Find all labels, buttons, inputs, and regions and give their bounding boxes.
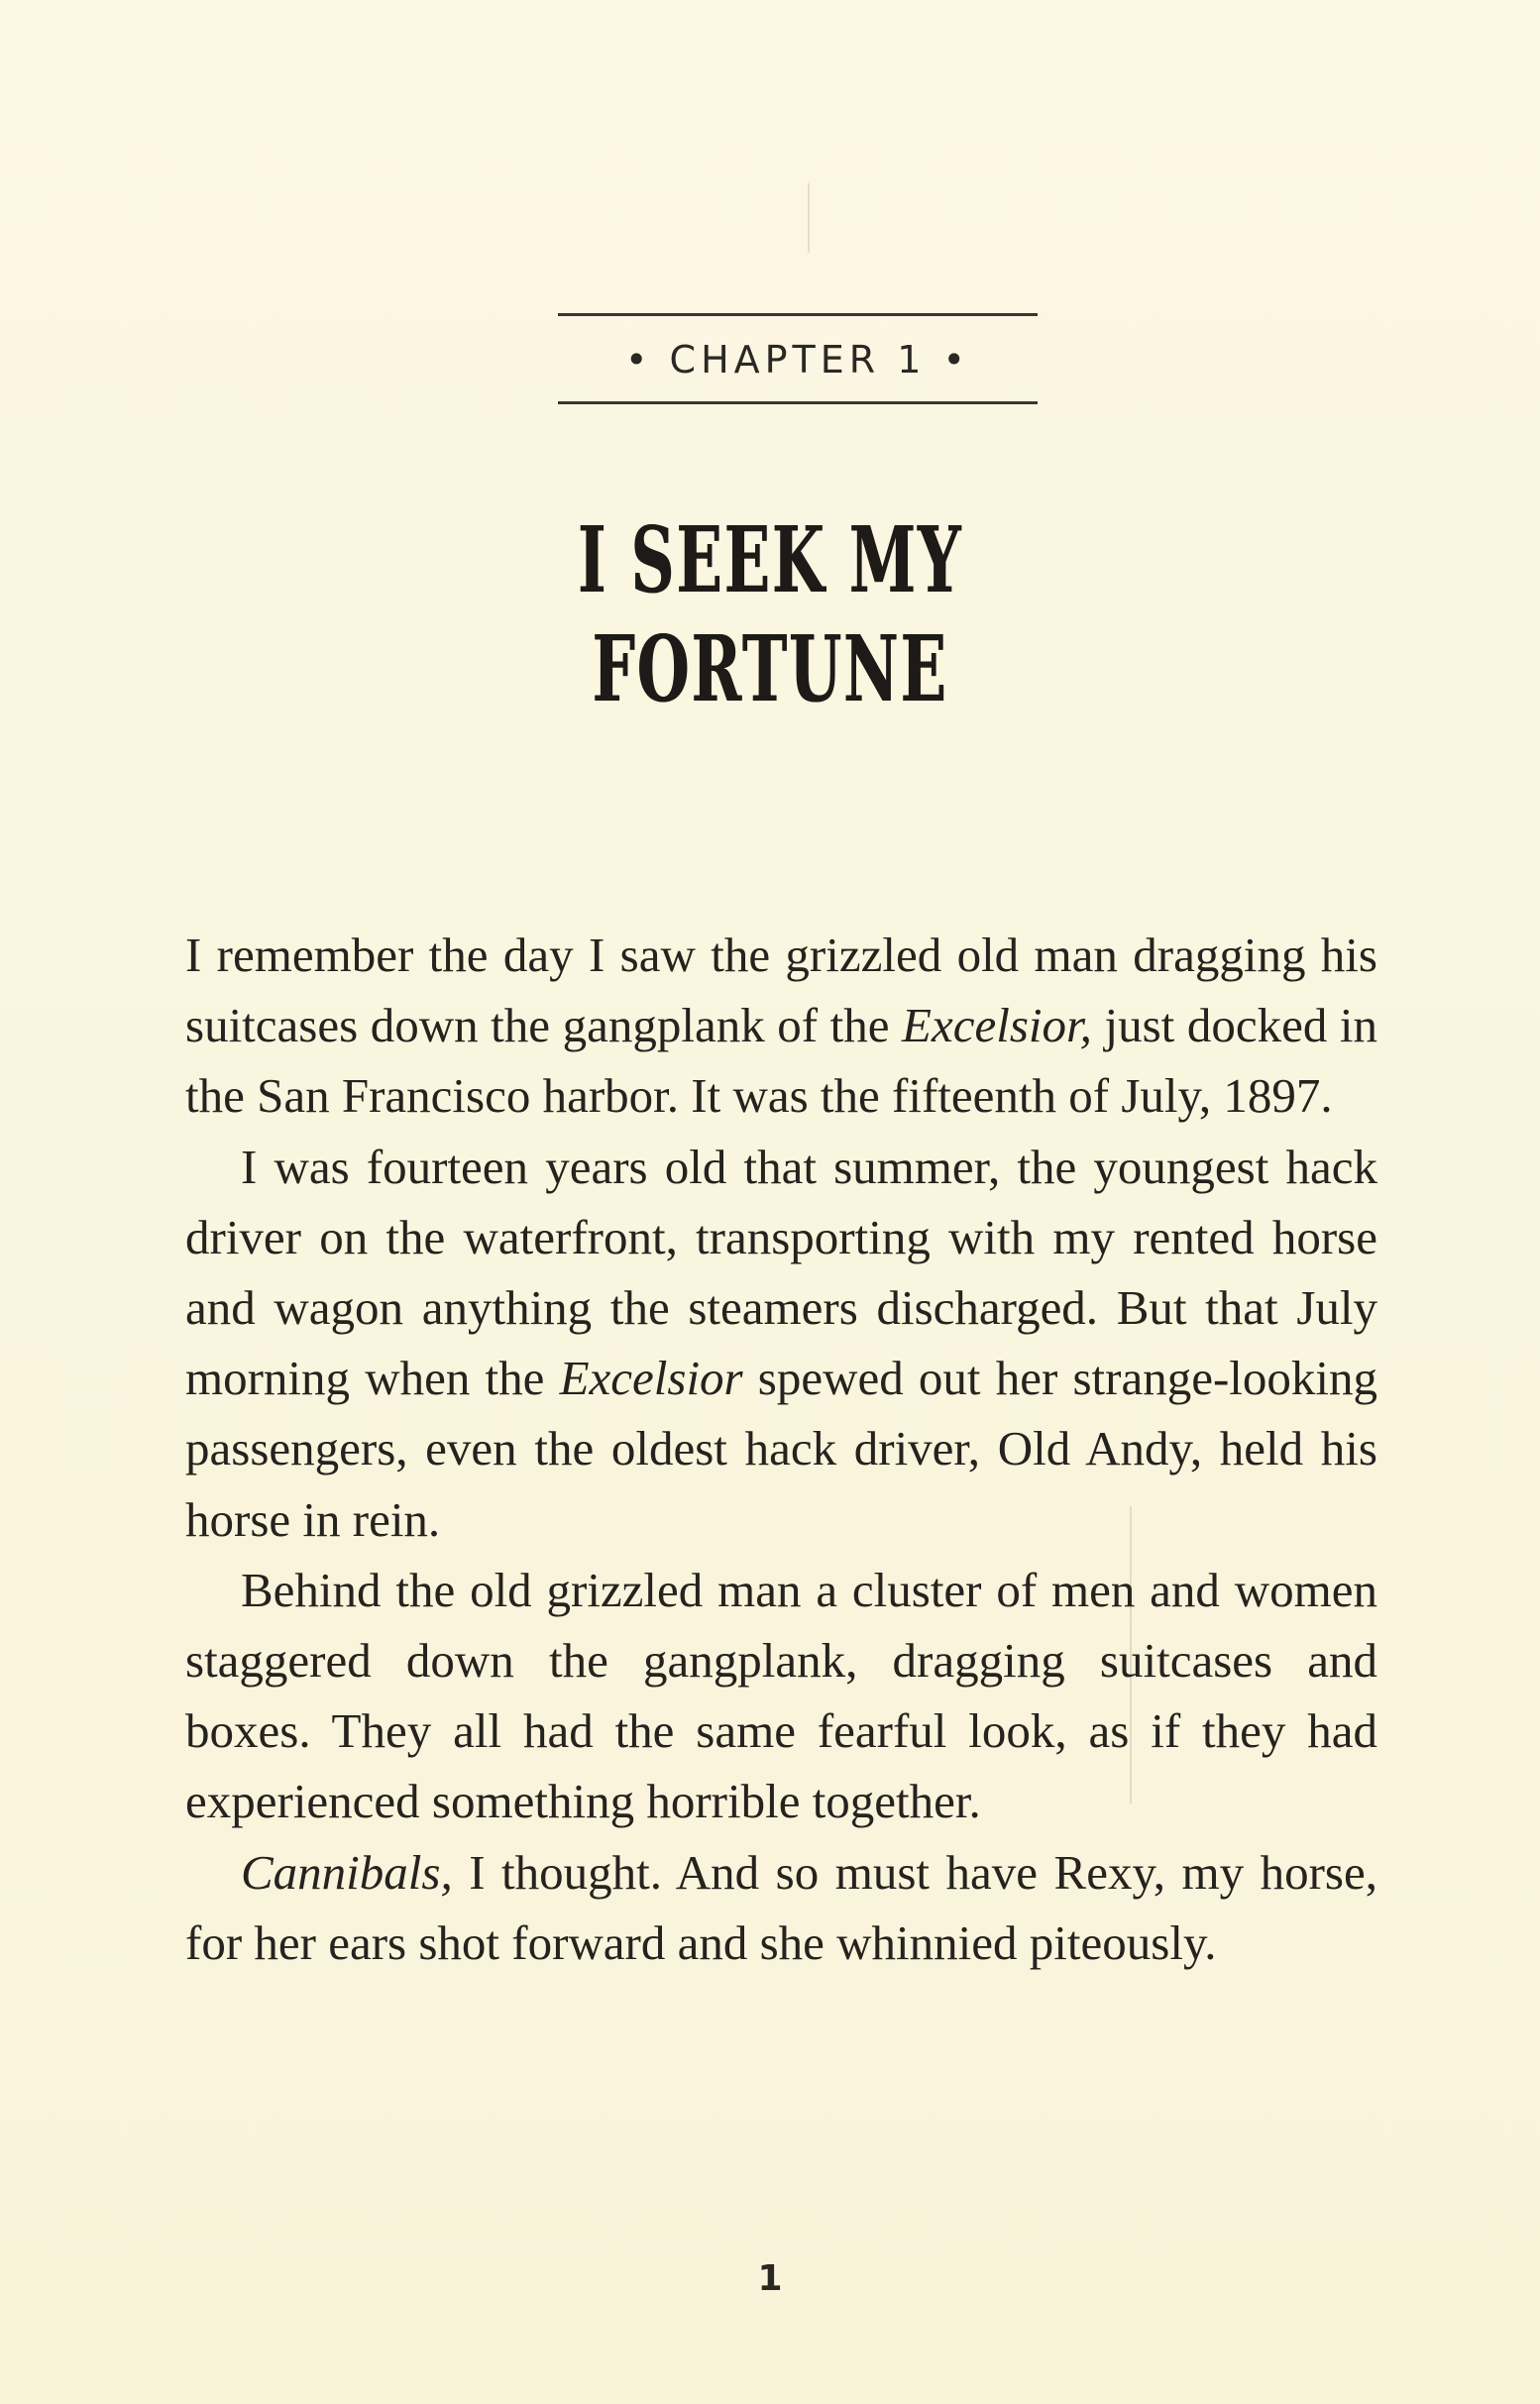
scan-mark <box>808 183 810 253</box>
paragraph-1-rest: just docked in the San Francisco harbor. It was the fifteenth of July, 1897. <box>185 998 1377 1124</box>
paragraph-2-text: I was fourteen years old that summer, the youngest hack driver on the waterfront, transporting with my rented horse and wagon anything the steamers discharged. But that July morning when the <box>185 1139 1377 1406</box>
chapter-label: • CHAPTER 1 • <box>625 338 970 382</box>
ship-name-italic: Excelsior <box>559 1351 743 1406</box>
page-number: 1 <box>757 2258 783 2299</box>
paragraph-2 <box>185 1132 1377 1555</box>
ship-name-italic: Excelsior, <box>902 998 1092 1053</box>
paragraph-4-rest: I thought. And so must have Rexy, my horse, for her ears shot forward and she whinnied piteously. <box>185 1844 1377 1970</box>
paragraph-3 <box>185 1555 1377 1837</box>
chapter-rule-top <box>558 313 1038 316</box>
chapter-rule-bottom <box>558 401 1038 404</box>
chapter-title: I SEEK MY FORTUNE <box>577 506 963 722</box>
paragraph-2-rest: spewed out her strange-looking passengers, even the oldest hack driver, Old Andy, held his horse in rein. <box>185 1351 1377 1547</box>
paragraph-4 <box>185 1837 1377 1978</box>
cannibals-italic: Cannibals, <box>241 1844 453 1900</box>
paragraph-1 <box>185 920 1377 1132</box>
body-text <box>185 920 1377 1978</box>
paragraph-3-text: Behind the old grizzled man a cluster of men and women staggered down the gangplank, dragging suitcases and boxes. They all had the same fearful look, as if they had experienced something horrible together. <box>185 1562 1377 1829</box>
paragraph-1-text: I remember the day I saw the grizzled old man dragging his suitcases down the gangplank of the <box>185 928 1377 1053</box>
